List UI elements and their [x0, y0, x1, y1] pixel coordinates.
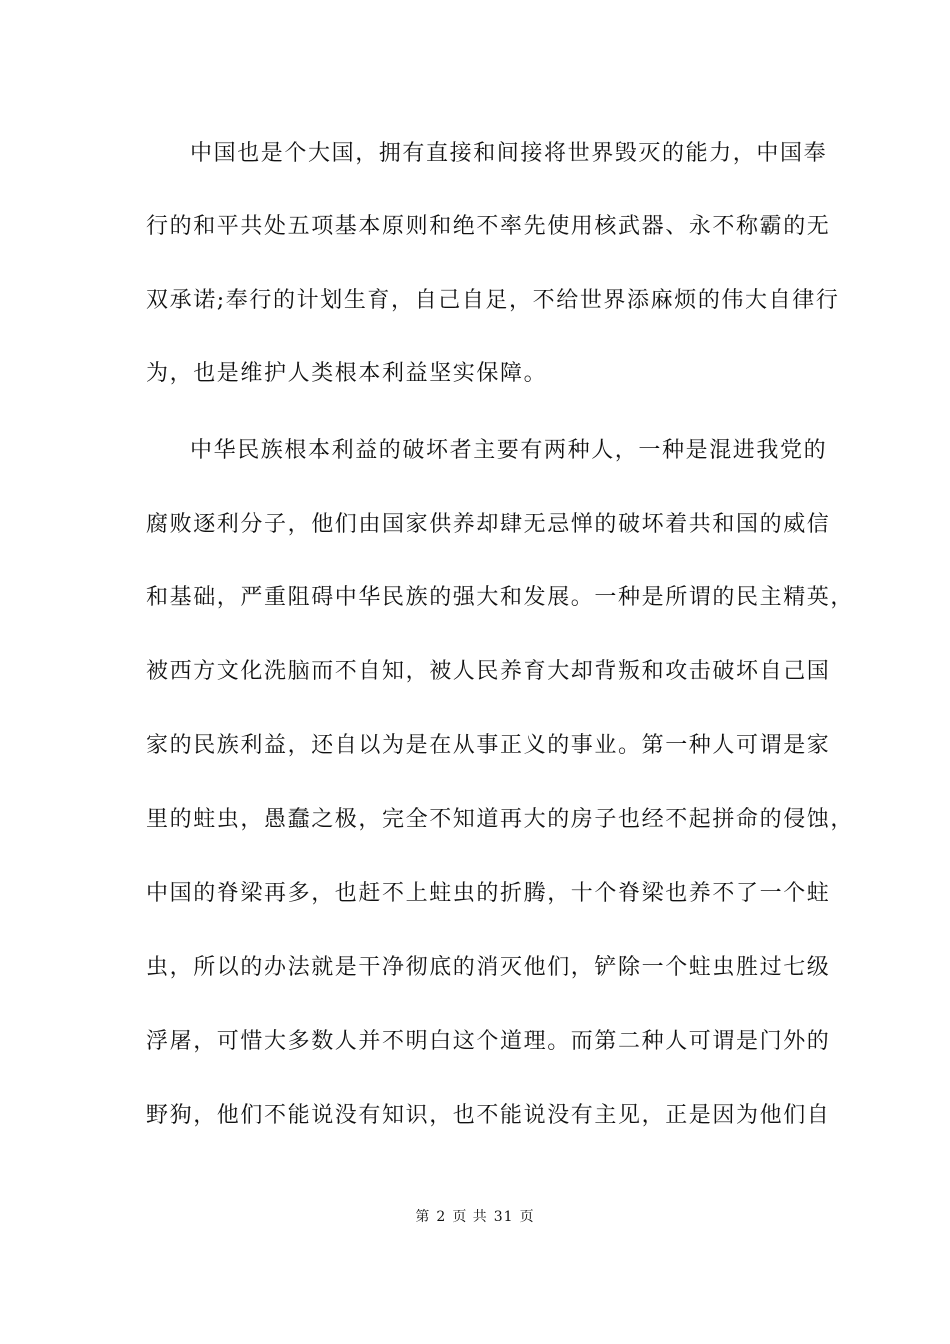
paragraph-2-line-9: 浮屠，可惜大多数人并不明白这个道理。而第二种人可谓是门外的	[146, 1029, 831, 1054]
page-footer	[0, 1207, 950, 1227]
footer-middle: 页 共	[452, 1209, 488, 1225]
paragraph-1-line-3: 双承诺;奉行的计划生育，自己自足，不给世界添麻烦的伟大自律行	[146, 288, 840, 313]
paragraph-1-line-1: 中国也是个大国，拥有直接和间接将世界毁灭的能力，中国奉	[190, 141, 828, 166]
paragraph-1-line-2: 行的和平共处五项基本原则和绝不率先使用核武器、永不称霸的无	[146, 214, 831, 239]
paragraph-2-line-6: 里的蛀虫，愚蠢之极，完全不知道再大的房子也经不起拼命的侵蚀，	[146, 807, 855, 832]
paragraph-2-line-7: 中国的脊梁再多，也赶不上蛀虫的折腾，十个脊梁也养不了一个蛀	[146, 881, 831, 906]
footer-suffix: 页	[519, 1209, 535, 1225]
paragraph-2-line-3: 和基础，严重阻碍中华民族的强大和发展。一种是所谓的民主精英，	[146, 585, 855, 610]
paragraph-2-line-5: 家的民族利益，还自以为是在从事正义的事业。第一种人可谓是家	[146, 733, 831, 758]
footer-total-pages: 31	[493, 1209, 514, 1225]
paragraph-1-line-4: 为，也是维护人类根本利益坚实保障。	[146, 361, 548, 386]
footer-prefix: 第	[415, 1209, 431, 1225]
paragraph-2-line-10: 野狗，他们不能说没有知识，也不能说没有主见，正是因为他们自	[146, 1103, 831, 1128]
footer-page-number: 2	[436, 1209, 447, 1225]
paragraph-2-line-2: 腐败逐利分子，他们由国家供养却肆无忌惮的破坏着共和国的威信	[146, 512, 831, 537]
paragraph-2-line-8: 虫，所以的办法就是干净彻底的消灭他们，铲除一个蛀虫胜过七级	[146, 955, 831, 980]
paragraph-2-line-1: 中华民族根本利益的破坏者主要有两种人，一种是混进我党的	[190, 438, 828, 463]
paragraph-2-line-4: 被西方文化洗脑而不自知，被人民养育大却背叛和攻击破坏自己国	[146, 659, 831, 684]
